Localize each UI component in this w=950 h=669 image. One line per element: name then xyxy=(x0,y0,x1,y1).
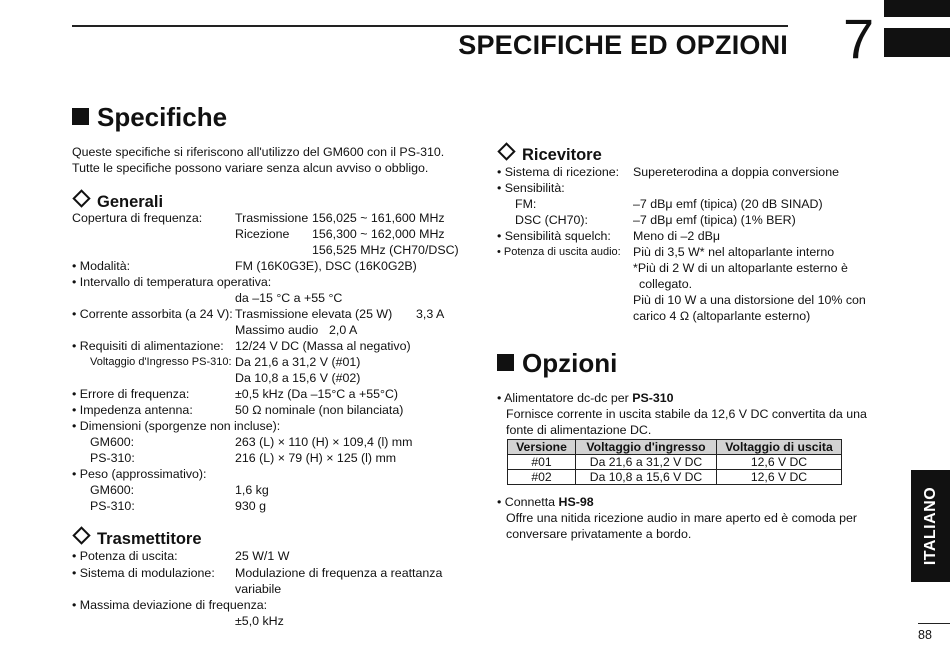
spec-label: • Massima deviazione di frequenza: xyxy=(72,598,268,612)
spec-value: 25 W/1 W xyxy=(235,549,290,563)
square-bullet-icon xyxy=(497,354,514,371)
page-number: 88 xyxy=(918,628,932,642)
diamond-bullet-icon xyxy=(497,142,515,160)
spec-label: • Potenza di uscita audio: xyxy=(497,246,621,258)
option-ps310: • Alimentatore dc-dc per PS-310 xyxy=(497,391,674,405)
spec-value: 156,025 ~ 161,600 MHz xyxy=(312,211,445,225)
subheading-generali: Generali xyxy=(72,192,163,212)
table-header: Voltaggio di uscita xyxy=(717,440,842,455)
spec-sublabel: Ricezione xyxy=(235,227,290,241)
intro-line-2: Tutte le specifiche possono variare senza alcun avviso o obbligo. xyxy=(72,161,429,175)
spec-value: FM (16K0G3E), DSC (16K0G2B) xyxy=(235,259,417,273)
table-cell: 12,6 V DC xyxy=(717,470,842,485)
table-cell: Da 21,6 a 31,2 V DC xyxy=(576,455,717,470)
spec-label: • Impedenza antenna: xyxy=(72,403,193,417)
page-number-rule xyxy=(918,623,950,624)
header-rule xyxy=(72,25,788,27)
options-table xyxy=(507,439,842,485)
spec-label: • Errore di frequenza: xyxy=(72,387,190,401)
spec-value: 3,3 A xyxy=(416,307,445,321)
spec-value: Meno di –2 dBμ xyxy=(633,229,721,243)
spec-value: carico 4 Ω (altoparlante esterno) xyxy=(633,309,811,323)
spec-value: 156,300 ~ 162,000 MHz xyxy=(312,227,445,241)
spec-label: • Modalità: xyxy=(72,259,131,273)
spec-value: Più di 3,5 W* nel altoparlante interno xyxy=(633,245,835,259)
subheading-ricevitore: Ricevitore xyxy=(497,145,602,165)
spec-label: • Peso (approssimativo): xyxy=(72,467,207,481)
spec-value: *Più di 2 W di un altoparlante esterno è xyxy=(633,261,848,275)
square-bullet-icon xyxy=(72,108,89,125)
spec-value: 263 (L) × 110 (H) × 109,4 (l) mm xyxy=(235,435,413,449)
table-cell: 12,6 V DC xyxy=(717,455,842,470)
option-hs98: • Connetta HS-98 xyxy=(497,495,594,509)
spec-value: variabile xyxy=(235,582,282,596)
spec-sublabel: GM600: xyxy=(90,483,135,497)
spec-value: 930 g xyxy=(235,499,267,513)
spec-sublabel: FM: xyxy=(515,197,537,211)
spec-value: Supereterodina a doppia conversione xyxy=(633,165,839,179)
chapter-title: SPECIFICHE ED OPZIONI xyxy=(458,30,788,60)
spec-label: • Dimensioni (sporgenze non incluse): xyxy=(72,419,281,433)
spec-label: • Corrente assorbita (a 24 V): xyxy=(72,307,233,321)
spec-label: • Potenza di uscita: xyxy=(72,549,178,563)
diamond-bullet-icon xyxy=(72,526,90,544)
spec-value: collegato. xyxy=(639,277,693,291)
option-model: HS-98 xyxy=(558,495,594,509)
spec-sublabel: GM600: xyxy=(90,435,135,449)
spec-label: • Intervallo di temperatura operativa: xyxy=(72,275,272,289)
spec-label: • Sensibilità squelch: xyxy=(497,229,611,243)
spec-value: Più di 10 W a una distorsione del 10% con xyxy=(633,293,866,307)
table-row xyxy=(508,470,842,485)
spec-value: da –15 °C a +55 °C xyxy=(235,291,343,305)
spec-value: Modulazione di frequenza a reattanza xyxy=(235,566,443,580)
subheading-trasmettitore: Trasmettitore xyxy=(72,529,202,549)
language-label: ITALIANO xyxy=(921,486,939,566)
option-model: PS-310 xyxy=(632,391,674,405)
chapter-number: 7 xyxy=(843,7,875,70)
spec-value: Da 10,8 a 15,6 V (#02) xyxy=(235,371,361,385)
spec-value: 50 Ω nominale (non bilanciata) xyxy=(235,403,404,417)
spec-value: Trasmissione elevata (25 W) xyxy=(235,307,393,321)
spec-value: Da 21,6 a 31,2 V (#01) xyxy=(235,355,361,369)
language-side-tab xyxy=(911,470,950,582)
chapter-tab-bar-bottom xyxy=(884,28,950,57)
spec-label: • Sensibilità: xyxy=(497,181,565,195)
spec-value: –7 dBμ emf (tipica) (1% BER) xyxy=(633,213,796,227)
spec-label: • Sistema di modulazione: xyxy=(72,566,215,580)
spec-label: • Requisiti di alimentazione: xyxy=(72,339,224,353)
spec-value: –7 dBμ emf (tipica) (20 dB SINAD) xyxy=(633,197,823,211)
table-cell: #02 xyxy=(508,470,576,485)
spec-value: 216 (L) × 79 (H) × 125 (l) mm xyxy=(235,451,397,465)
spec-value: 156,525 MHz (CH70/DSC) xyxy=(312,243,459,257)
spec-value: 1,6 kg xyxy=(235,483,269,497)
spec-sublabel: Voltaggio d'Ingresso PS-310: xyxy=(90,356,232,368)
table-cell: #01 xyxy=(508,455,576,470)
section-heading-specifiche: Specifiche xyxy=(72,102,227,133)
spec-sublabel: PS-310: xyxy=(90,451,135,465)
table-header: Versione xyxy=(508,440,576,455)
table-header: Voltaggio d'ingresso xyxy=(576,440,717,455)
option-desc: Offre una nitida ricezione audio in mare aperto ed è comoda per xyxy=(506,511,858,525)
table-cell: Da 10,8 a 15,6 V DC xyxy=(576,470,717,485)
spec-value: ±0,5 kHz (Da –15°C a +55°C) xyxy=(235,387,399,401)
table-row xyxy=(508,455,842,470)
option-desc: conversare privatamente a bordo. xyxy=(506,527,692,541)
spec-value: ±5,0 kHz xyxy=(235,614,284,628)
spec-value: Massimo audio xyxy=(235,323,319,337)
spec-value: 12/24 V DC (Massa al negativo) xyxy=(235,339,411,353)
spec-label: Copertura di frequenza: xyxy=(72,211,203,225)
diamond-bullet-icon xyxy=(72,189,90,207)
spec-sublabel: DSC (CH70): xyxy=(515,213,588,227)
spec-value: 2,0 A xyxy=(329,323,358,337)
spec-sublabel: Trasmissione xyxy=(235,211,309,225)
intro-line-1: Queste specifiche si riferiscono all'utilizzo del GM600 con il PS-310. xyxy=(72,145,445,159)
option-desc: Fornisce corrente in uscita stabile da 12,6 V DC convertita da una xyxy=(506,407,867,421)
section-heading-opzioni: Opzioni xyxy=(497,348,617,379)
chapter-tab-bar-top xyxy=(884,0,950,17)
option-desc: fonte di alimentazione DC. xyxy=(506,423,652,437)
spec-sublabel: PS-310: xyxy=(90,499,135,513)
spec-label: • Sistema di ricezione: xyxy=(497,165,620,179)
